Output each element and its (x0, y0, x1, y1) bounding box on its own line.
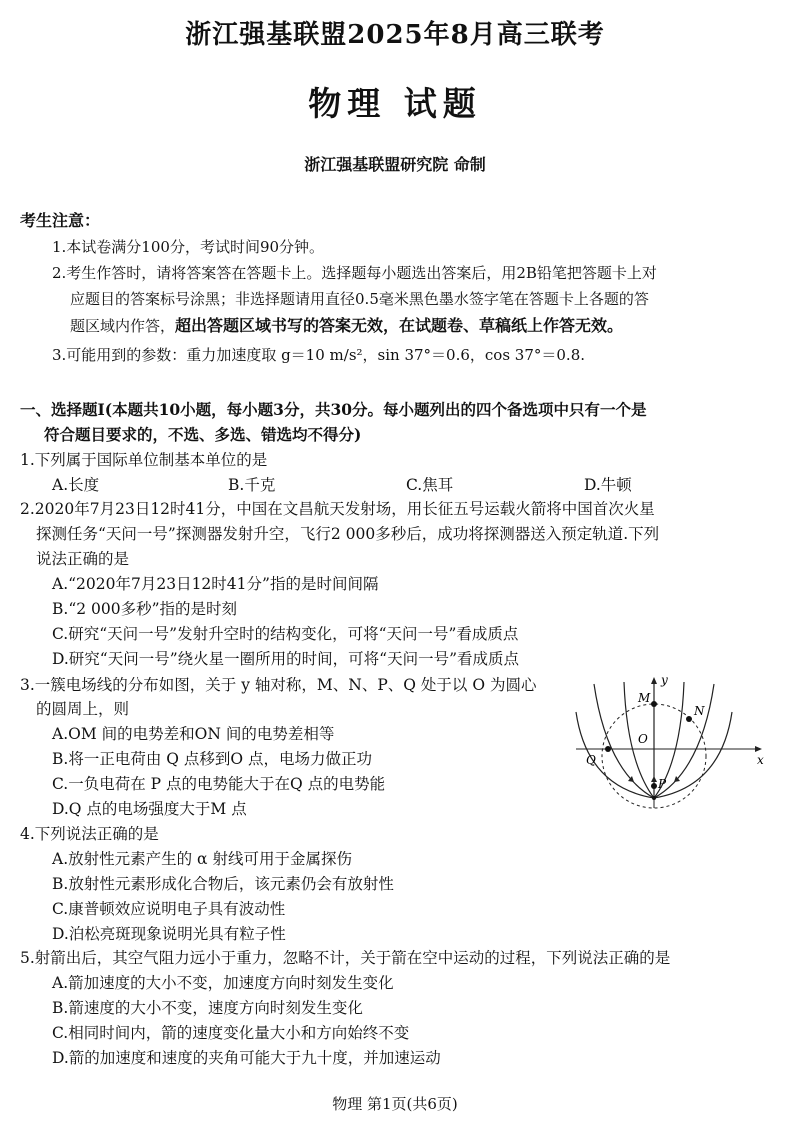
question-2-stem-line3: 说法正确的是 (36, 550, 130, 568)
point-q (605, 746, 611, 752)
question-3-option-a: A.OM 间的电势差和ON 间的电势差相等 (52, 725, 335, 743)
question-1-option-d: D.牛顿 (584, 476, 632, 494)
question-2-stem-line1: 2.2020年7月23日12时41分，中国在文昌航天发射场，用长征五号运载火箭将中国首次火星 (20, 500, 655, 518)
label-p: P (658, 777, 667, 791)
question-3-option-b: B.将一正电荷由 Q 点移到O 点，电场力做正功 (52, 750, 373, 768)
question-3-option-d: D.Q 点的电场强度大于M 点 (52, 800, 247, 818)
label-n: N (694, 704, 705, 718)
notice-heading: 考生注意： (20, 211, 101, 230)
question-3-stem-line1: 3.一簇电场线的分布如图，关于 y 轴对称，M、N、P、Q 处于以 O 为圆心 (20, 676, 537, 694)
label-y: y (661, 673, 668, 687)
question-2-option-a: A.“2020年7月23日12时41分”指的是时间间隔 (52, 575, 379, 593)
question-2-option-d: D.研究“天问一号”绕火星一圈所用的时间，可将“天问一号”看成质点 (52, 650, 520, 668)
notice-item-2-emphasis: 超出答题区域书写的答案无效，在试题卷、草稿纸上作答无效。 (175, 316, 624, 335)
section-heading-line1: 一、选择题Ⅰ(本题共10小题，每小题3分，共30分。每小题列出的四个备选项中只有一个是 (20, 400, 647, 419)
question-5-stem: 5.射箭出后，其空气阻力远小于重力，忽略不计，关于箭在空中运动的过程，下列说法正确的是 (20, 949, 671, 967)
exam-maker: 浙江强基联盟研究院 命制 (304, 155, 486, 174)
field-arrow-center (651, 776, 657, 782)
question-2-option-b: B.“2 000多秒”指的是时刻 (52, 600, 238, 618)
question-2-stem-line2: 探测任务“天问一号”探测器发射升空，飞行2 000多秒后，成功将探测器送入预定轨道.下列 (36, 525, 660, 543)
notice-item-1: 1.本试卷满分100分，考试时间90分钟。 (52, 238, 325, 256)
section-heading-line2: 符合题目要求的，不选、多选、错选均不得分) (44, 425, 362, 444)
question-4-option-a: A.放射性元素产生的 α 射线可用于金属探伤 (52, 850, 352, 868)
electric-field-figure (572, 672, 768, 812)
label-x: x (757, 753, 764, 767)
question-4-option-b: B.放射性元素形成化合物后，该元素仍会有放射性 (52, 875, 394, 893)
label-q: Q (586, 753, 596, 767)
notice-item-2-end (70, 314, 623, 338)
page-footer: 物理 第1页(共6页) (332, 1095, 458, 1113)
question-4-option-c: C.康普顿效应说明电子具有波动性 (52, 900, 286, 918)
question-4-stem: 4.下列说法正确的是 (20, 825, 159, 843)
notice-item-2: 2.考生作答时，请将答案答在答题卡上。选择题每小题选出答案后，用2B铅笔把答题卡上对 (52, 264, 657, 282)
question-1-option-a: A.长度 (52, 476, 100, 494)
point-n (686, 716, 692, 722)
question-5-option-c: C.相同时间内，箭的速度变化量大小和方向始终不变 (52, 1024, 410, 1042)
question-3-stem-line2: 的圆周上，则 (36, 700, 130, 718)
point-m (651, 701, 657, 707)
exam-title: 浙江强基联盟2025年8月高三联考 (185, 20, 605, 50)
question-1-option-b: B.千克 (228, 476, 276, 494)
question-1-option-c: C.焦耳 (406, 476, 454, 494)
question-3-option-c: C.一负电荷在 P 点的电势能大于在Q 点的电势能 (52, 775, 386, 793)
question-5-option-a: A.箭加速度的大小不变，加速度方向时刻发生变化 (52, 974, 394, 992)
notice-item-2-plain: 题区域内作答， (70, 317, 176, 335)
label-m: M (638, 691, 651, 705)
question-5-option-b: B.箭速度的大小不变，速度方向时刻发生变化 (52, 999, 363, 1017)
question-5-option-d: D.箭的加速度和速度的夹角可能大于九十度，并加速运动 (52, 1049, 441, 1067)
question-2-option-c: C.研究“天问一号”发射升空时的结构变化，可将“天问一号”看成质点 (52, 625, 519, 643)
notice-item-2-cont: 应题目的答案标号涂黑；非选择题请用直径0.5毫米黑色墨水签字笔在答题卡上各题的答 (70, 290, 649, 308)
label-o: O (638, 732, 648, 746)
notice-item-3: 3.可能用到的参数：重力加速度取 g＝10 m/s²，sin 37°＝0.6，cos 37°＝0.8. (52, 346, 586, 364)
question-1-stem: 1.下列属于国际单位制基本单位的是 (20, 451, 268, 469)
x-axis-arrow (755, 746, 762, 752)
question-4-option-d: D.泊松亮斑现象说明光具有粒子性 (52, 925, 286, 943)
point-p (651, 783, 657, 789)
subject-title: 物理 试题 (308, 84, 482, 123)
convergence-point (652, 796, 656, 800)
